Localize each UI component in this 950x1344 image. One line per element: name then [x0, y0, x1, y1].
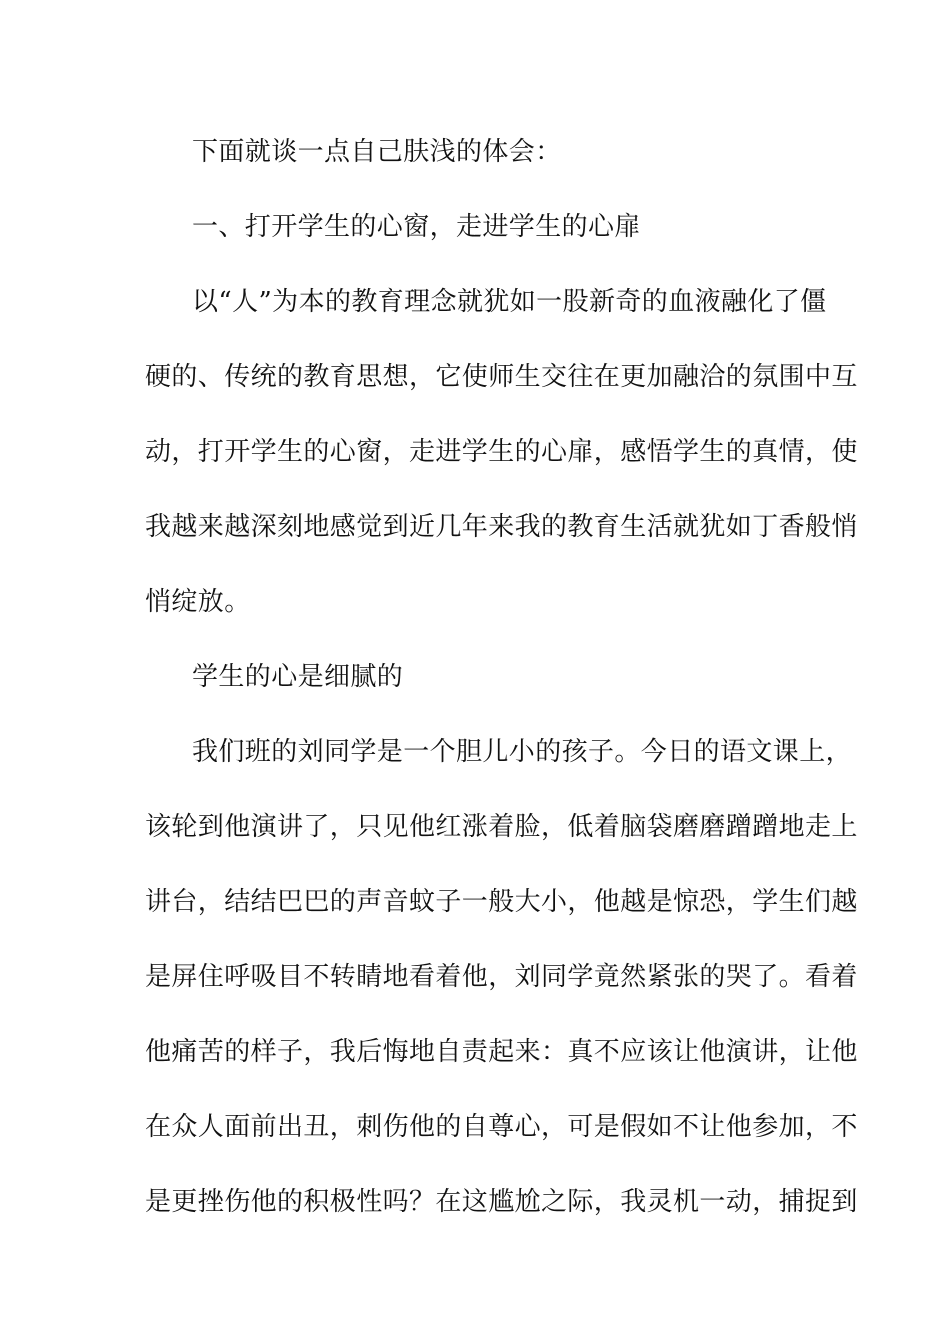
paragraph-line: 硬的、传统的教育思想，它使师生交往在更加融洽的氛围中互	[145, 362, 858, 392]
paragraph-line: 他痛苦的样子，我后悔地自责起来：真不应该让他演讲，让他	[145, 1037, 858, 1067]
paragraph-line: 动，打开学生的心窗，走进学生的心扉，感悟学生的真情，使	[145, 437, 858, 467]
paragraph-line: 是屏住呼吸目不转睛地看着他，刘同学竟然紧张的哭了。看着	[145, 962, 858, 992]
paragraph-line: 讲台，结结巴巴的声音蚊子一般大小，他越是惊恐，学生们越	[145, 887, 858, 917]
subheading: 学生的心是细腻的	[192, 662, 404, 692]
paragraph-line: 该轮到他演讲了，只见他红涨着脸，低着脑袋磨磨蹭蹭地走上	[145, 812, 858, 842]
paragraph-line: 是更挫伤他的积极性吗？在这尴尬之际，我灵机一动，捕捉到	[145, 1187, 858, 1217]
paragraph-line: 在众人面前出丑，刺伤他的自尊心，可是假如不让他参加，不	[145, 1112, 858, 1142]
paragraph-line: 我们班的刘同学是一个胆儿小的孩子。今日的语文课上，	[192, 737, 853, 767]
section-heading-1: 一、打开学生的心窗，走进学生的心扉	[192, 212, 641, 242]
paragraph-line: 我越来越深刻地感觉到近几年来我的教育生活就犹如丁香般悄	[145, 512, 858, 542]
paragraph-intro: 下面就谈一点自己肤浅的体会：	[192, 137, 562, 167]
paragraph-line: 以“人”为本的教育理念就犹如一股新奇的血液融化了僵	[192, 287, 827, 317]
paragraph-line: 悄绽放。	[145, 587, 251, 617]
